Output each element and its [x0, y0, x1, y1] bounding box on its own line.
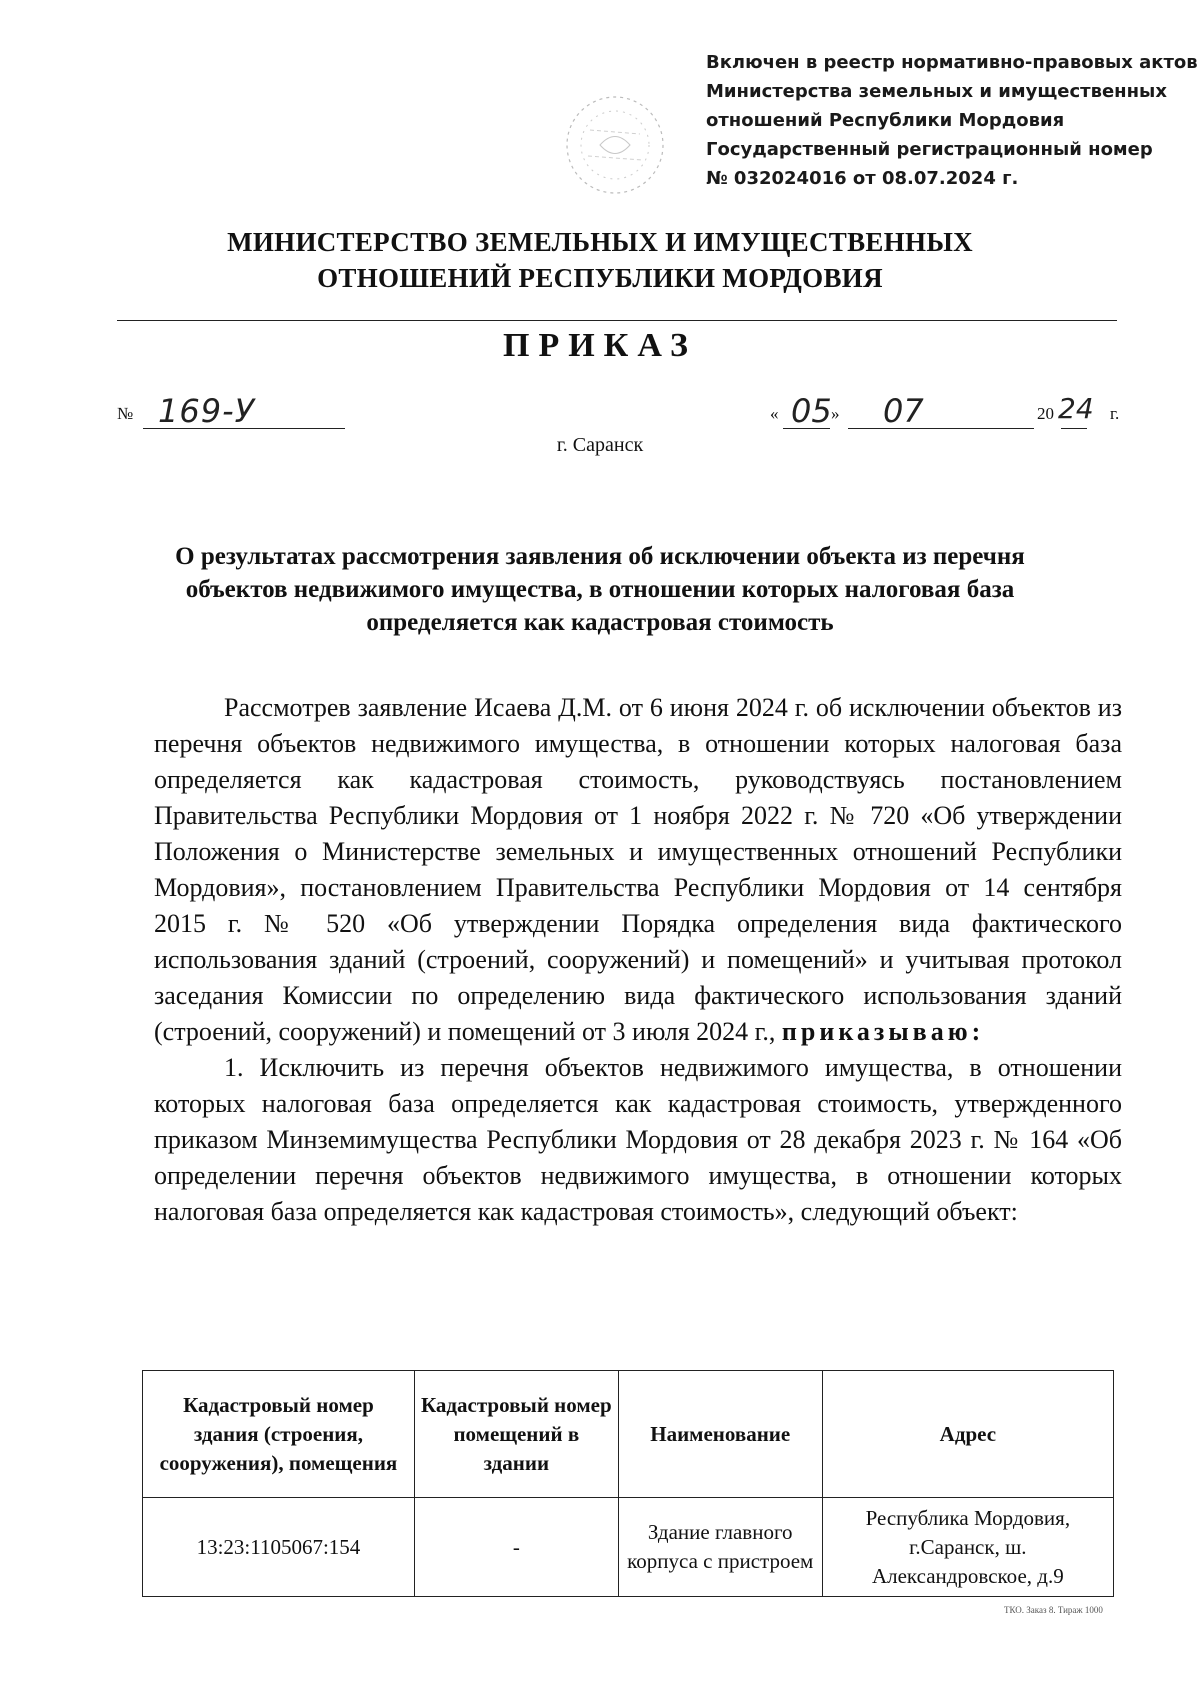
registry-line: Министерства земельных и имущественных: [706, 81, 1167, 102]
date-year-handwritten: 24: [1058, 392, 1094, 425]
table-header-row: [143, 1371, 1114, 1498]
cell-premises-number: -: [414, 1498, 618, 1597]
registry-line: Включен в реестр нормативно-правовых актов: [706, 52, 1198, 73]
paragraph-item-1: 1. Исключить из перечня объектов недвижимого имущества, в отношении которых налоговая база определяется как кадастровая стоимость, утвержденного приказом Минземимущества Республики Мордовия от 28 декабря 2023 г. № 164 «Об определении перечня объектов недвижимого имущества, в отношении которых налоговая база определяется как кадастровая стоимость», следующий объект:: [154, 1053, 1122, 1226]
date-year-underline: [1061, 428, 1087, 429]
document-type: ПРИКАЗ: [503, 327, 697, 364]
cell-cadastral-number: 13:23:1105067:154: [143, 1498, 415, 1597]
document-title: [140, 540, 1060, 639]
cell-address: Республика Мордовия, г.Саранск, ш. Александровское, д.9: [822, 1498, 1113, 1597]
paragraph-preamble: [154, 690, 1122, 1050]
date-month-underline: [848, 428, 1034, 429]
city: г. Саранск: [556, 434, 644, 456]
column-header-name: Наименование: [618, 1371, 822, 1498]
table-row: [143, 1498, 1114, 1597]
ministry-line-2: ОТНОШЕНИЙ РЕСПУБЛИКИ МОРДОВИЯ: [317, 263, 883, 293]
title-line-1: О результатах рассмотрения заявления об исключении объекта из перечня: [175, 543, 1025, 570]
date-day-handwritten: 05: [791, 392, 832, 430]
ministry-line-1: МИНИСТЕРСТВО ЗЕМЕЛЬНЫХ И ИМУЩЕСТВЕННЫХ: [227, 227, 973, 257]
cell-name: Здание главного корпуса с пристроем: [618, 1498, 822, 1597]
seal-icon: [560, 90, 670, 200]
date-month-handwritten: 07: [883, 392, 924, 430]
date-quote-close: »: [831, 404, 840, 423]
registry-line: Государственный регистрационный номер: [706, 139, 1153, 160]
registry-stamp: [706, 48, 1198, 193]
column-header-premises-number: Кадастровый номер помещений в здании: [414, 1371, 618, 1498]
date-year-suffix: г.: [1110, 404, 1120, 423]
date-day-underline: [783, 428, 830, 429]
column-header-address: Адрес: [822, 1371, 1113, 1498]
date-year-prefix: 20: [1037, 404, 1054, 423]
ministry-heading: [0, 224, 1200, 296]
command-word: приказываю:: [781, 1017, 985, 1046]
header-divider: [117, 320, 1117, 321]
date-quote-open: «: [770, 404, 779, 423]
object-table: [142, 1370, 1114, 1597]
title-line-3: определяется как кадастровая стоимость: [366, 609, 834, 636]
registry-number: № 032024016 от 08.07.2024 г.: [706, 168, 1019, 189]
order-number-handwritten: 169-У: [158, 392, 256, 430]
title-line-2: объектов недвижимого имущества, в отношении которых налоговая база: [185, 576, 1015, 603]
print-mark: ТКО. Заказ 8. Тираж 1000: [1004, 1605, 1103, 1615]
registry-line: отношений Республики Мордовия: [706, 110, 1065, 131]
column-header-cadastral-number: Кадастровый номер здания (строения, сооружения), помещения: [143, 1371, 415, 1498]
document-body: [154, 690, 1122, 1230]
order-number-label: №: [117, 404, 134, 423]
preamble-text: Рассмотрев заявление Исаева Д.М. от 6 июня 2024 г. об исключении объектов из перечня объектов недвижимого имущества, в отношении которых налоговая база определяется как кадастровая стоимость, руководствуясь постановлением Правительства Республики Мордовия от 1 ноября 2022 г. № 720 «Об утверждении Положения о Министерстве земельных и имущественных отношений Республики Мордовия», постановлением Правительства Республики Мордовия от 14 сентября 2015 г. № 520 «Об утверждении Порядка определения вида фактического использования зданий (строений, сооружений) и помещений» и учитывая протокол заседания Комиссии по определению вида фактического использования зданий (строений, сооружений) и помещений от 3 июля 2024 г.,: [154, 693, 1122, 1046]
